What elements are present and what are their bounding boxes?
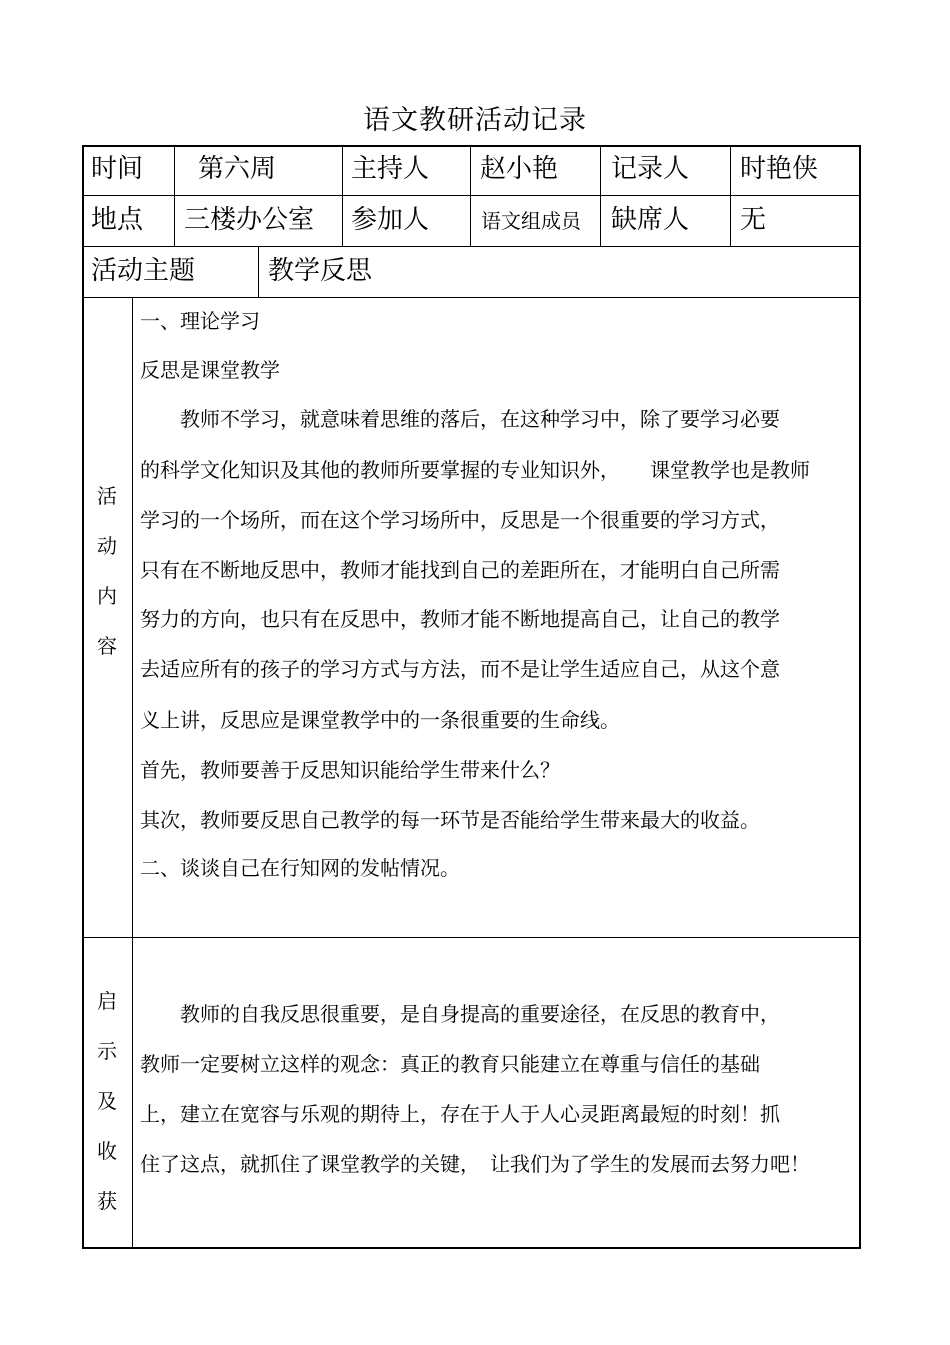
place-value: 三楼办公室 <box>184 205 315 235</box>
content-line: 努力的方向，也只有在反思中，教师才能不断地提高自己，让自己的教学 <box>140 607 780 631</box>
col-divider-2 <box>342 145 343 246</box>
col-divider-1 <box>174 145 175 246</box>
content-line: 二、谈谈自己在行知网的发帖情况。 <box>140 856 460 880</box>
content-label <box>92 480 122 680</box>
table-rule-row4 <box>82 937 861 938</box>
content-label-char: 内 <box>97 584 117 608</box>
content-line: 去适应所有的孩子的学习方式与方法，而不是让学生适应自己，从这个意 <box>140 657 780 681</box>
insights-label <box>92 985 122 1235</box>
content-line: 只有在不断地反思中，教师才能找到自己的差距所在，才能明白自己所需 <box>140 558 780 582</box>
theme-label: 活动主题 <box>91 256 196 286</box>
theme-divider <box>258 246 259 297</box>
table-rule-row1 <box>82 195 861 196</box>
insights-line: 住了这点，就抓住了课堂教学的关键， 让我们为了学生的发展而去努力吧！ <box>140 1152 810 1176</box>
page-title: 语文教研活动记录 <box>363 105 587 136</box>
insights-label-char: 示 <box>97 1039 117 1063</box>
table-rule-row2 <box>82 246 861 247</box>
col-divider-4 <box>600 145 601 246</box>
time-label: 时间 <box>91 154 144 184</box>
label-column-divider <box>132 297 133 1248</box>
host-value: 赵小艳 <box>480 154 559 184</box>
content-label-char: 容 <box>97 634 117 658</box>
participants-value: 语文组成员 <box>481 209 581 233</box>
theme-value: 教学反思 <box>268 256 373 286</box>
content-line: 义上讲，反思应是课堂教学中的一条很重要的生命线。 <box>140 708 620 732</box>
time-value: 第六周 <box>198 154 277 184</box>
insights-line: 上，建立在宽容与乐观的期待上，存在于人于人心灵距离最短的时刻！抓 <box>140 1102 780 1126</box>
table-border-bottom <box>82 1247 861 1249</box>
col-divider-3 <box>470 145 471 246</box>
content-label-char: 动 <box>97 534 117 558</box>
insights-line: 教师一定要树立这样的观念：真正的教育只能建立在尊重与信任的基础 <box>140 1052 760 1076</box>
table-rule-row3 <box>82 297 861 298</box>
insights-label-char: 收 <box>97 1139 117 1163</box>
absent-value: 无 <box>740 205 767 235</box>
participants-label: 参加人 <box>351 205 430 235</box>
insights-label-char: 及 <box>97 1089 117 1113</box>
content-line: 一、理论学习 <box>140 309 260 333</box>
content-line: 首先，教师要善于反思知识能给学生带来什么？ <box>140 758 560 782</box>
host-label: 主持人 <box>351 154 430 184</box>
insights-label-char: 获 <box>97 1189 117 1213</box>
content-line: 其次，教师要反思自己教学的每一环节是否能给学生带来最大的收益。 <box>140 808 760 832</box>
table-border-right <box>859 145 861 1249</box>
insights-line: 教师的自我反思很重要，是自身提高的重要途径，在反思的教育中， <box>140 1002 780 1026</box>
content-line: 教师不学习，就意味着思维的落后，在这种学习中，除了要学习必要 <box>140 407 780 431</box>
content-line: 的科学文化知识及其他的教师所要掌握的专业知识外， 课堂教学也是教师 <box>140 458 810 482</box>
place-label: 地点 <box>91 205 144 235</box>
table-border-left <box>82 145 84 1249</box>
table-border-top <box>82 145 861 147</box>
insights-label-char: 启 <box>97 989 117 1013</box>
content-line: 学习的一个场所，而在这个学习场所中，反思是一个很重要的学习方式， <box>140 508 780 532</box>
col-divider-5 <box>730 145 731 246</box>
recorder-label: 记录人 <box>611 154 690 184</box>
recorder-value: 时艳侠 <box>740 154 819 184</box>
content-line: 反思是课堂教学 <box>140 358 280 382</box>
content-label-char: 活 <box>97 484 117 508</box>
absent-label: 缺席人 <box>611 205 690 235</box>
